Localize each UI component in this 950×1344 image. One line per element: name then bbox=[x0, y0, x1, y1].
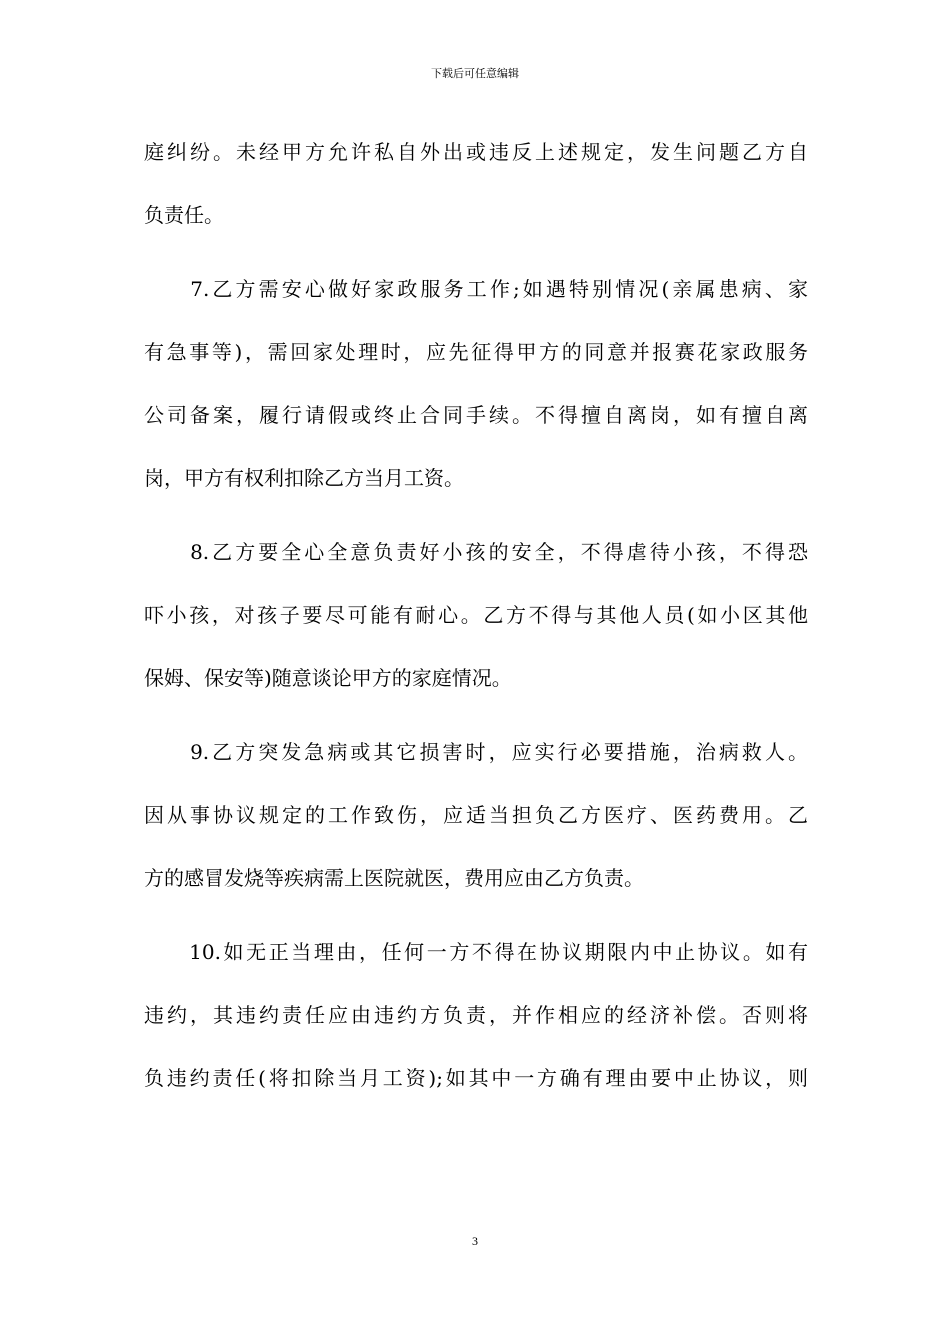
text-line: 因从事协议规定的工作致伤，应适当担负乙方医疗、医药费用。乙 bbox=[144, 803, 808, 827]
text-line: 负违约责任(将扣除当月工资);如其中一方确有理由要中止协议，则 bbox=[144, 1066, 808, 1090]
text-line: 10.如无正当理由，任何一方不得在协议期限内中止协议。如有 bbox=[144, 940, 808, 964]
page-header: 下载后可任意编辑 bbox=[431, 67, 519, 80]
text-line: 方的感冒发烧等疾病需上医院就医，费用应由乙方负责。 bbox=[144, 866, 644, 890]
text-line: 有急事等)，需回家处理时，应先征得甲方的同意并报赛花家政服务 bbox=[144, 340, 808, 364]
text-line: 负责任。 bbox=[144, 203, 224, 227]
text-line: 9.乙方突发急病或其它损害时，应实行必要措施，治病救人。 bbox=[144, 740, 808, 764]
text-line: 庭纠纷。未经甲方允许私自外出或违反上述规定，发生问题乙方自 bbox=[144, 140, 808, 164]
text-line: 公司备案，履行请假或终止合同手续。不得擅自离岗，如有擅自离 bbox=[144, 403, 808, 427]
text-line: 8.乙方要全心全意负责好小孩的安全，不得虐待小孩，不得恐 bbox=[144, 540, 808, 564]
text-line: 7.乙方需安心做好家政服务工作;如遇特别情况(亲属患病、家 bbox=[144, 277, 808, 301]
text-line: 保姆、保安等)随意谈论甲方的家庭情况。 bbox=[144, 666, 512, 690]
text-line: 违约，其违约责任应由违约方负责，并作相应的经济补偿。否则将 bbox=[144, 1003, 808, 1027]
text-line: 岗，甲方有权利扣除乙方当月工资。 bbox=[144, 466, 464, 490]
document-body bbox=[144, 132, 808, 1121]
page-number: 3 bbox=[472, 1234, 478, 1248]
text-line: 吓小孩，对孩子要尽可能有耐心。乙方不得与其他人员(如小区其他 bbox=[144, 603, 808, 627]
